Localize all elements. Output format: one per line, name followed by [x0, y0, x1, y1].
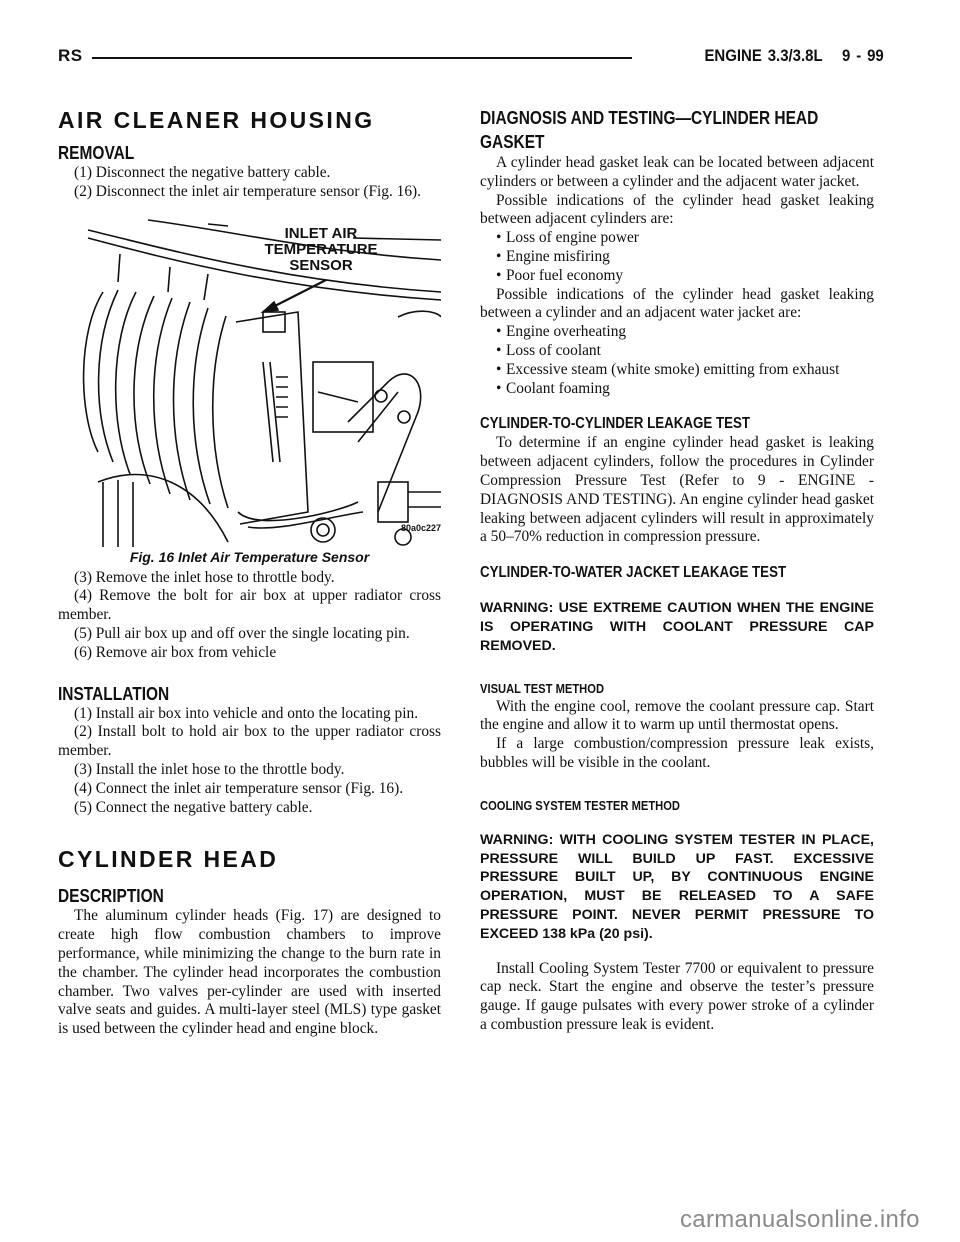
figure-16 [58, 212, 441, 547]
bullet-icon: • [496, 247, 502, 265]
bullet-text: Engine misfiring [506, 247, 610, 265]
callout-line-3: SENSOR [289, 256, 353, 274]
callout-line-1: INLET AIR [284, 224, 358, 242]
section-title-cylinder-head: CYLINDER HEAD [58, 846, 279, 873]
adjacent-cylinders-intro: Possible indications of the cylinder head gasket leaking between adjacent cylinders are: [480, 191, 874, 228]
heading-installation: INSTALLATION [58, 683, 170, 704]
bullet-icon: • [496, 341, 502, 359]
section-title-air-cleaner: AIR CLEANER HOUSING [58, 107, 375, 133]
watermark: carmanualsonline.info [680, 1206, 920, 1233]
bullet-item [480, 361, 874, 380]
bullet-text: Poor fuel economy [506, 266, 624, 284]
bullet-icon: • [496, 266, 502, 284]
bullet-item [480, 342, 874, 361]
bullet-text: Coolant foaming [506, 379, 610, 397]
header-title: ENGINE 3.3/3.8L [704, 46, 823, 65]
heading-tester-method: COOLING SYSTEM TESTER METHOD [480, 797, 681, 813]
install-step-2: (2) Install bolt to hold air box to the upper radiator cross member. [58, 723, 441, 760]
visual-test-p2: If a large combustion/compression pressure leak exists, bubbles will be visible in the coolant. [480, 735, 874, 771]
removal-step-5: (5) Pull air box up and off over the single locating pin. [74, 624, 410, 642]
heading-description: DESCRIPTION [58, 886, 164, 907]
bullet-item [480, 267, 874, 286]
bullet-item [480, 229, 874, 248]
diag-intro: A cylinder head gasket leak can be located between adjacent cylinders or between a cylinder and the adjacent water jacket. [480, 154, 874, 190]
removal-step-6: (6) Remove air box from vehicle [74, 643, 277, 661]
removal-step-4: (4) Remove the bolt for air box at upper radiator cross member. [58, 587, 441, 624]
removal-step-3: (3) Remove the inlet hose to throttle body. [74, 568, 335, 586]
cyl-to-cyl-text: To determine if an engine cylinder head gasket is leaking between adjacent cylinders, follow the procedures in Cylinder Compression Pressure Test (Refer to 9 - ENGINE - DIAGNOSIS AND TESTING). An engine cylinder head gasket leaking between adjacent cylinders will result in approximately a 50–70% reduction in compression pressure. [480, 434, 874, 546]
page-header [58, 46, 884, 70]
bullet-icon: • [496, 323, 502, 341]
callout-line-2: TEMPERATURE [264, 240, 378, 258]
bullet-text: Engine overheating [506, 323, 627, 341]
warning-tester-pressure: WARNING: WITH COOLING SYSTEM TESTER IN PLACE, PRESSURE WILL BUILD UP FAST. EXCESSIVE PRESSURE BUILT UP, BY CONTINUOUS ENGINE OPERATION, MUST BE RELEASED TO A SAFE PRESSURE POINT. NEVER PERMIT PRESSURE TO EXCEED 138 kPa (20 psi). [480, 831, 874, 942]
bullet-item [480, 248, 874, 267]
figure-code: 80a0c227 [400, 522, 441, 533]
install-step-3: (3) Install the inlet hose to the throttle body. [74, 760, 345, 778]
visual-test-p1: With the engine cool, remove the coolant pressure cap. Start the engine and allow it to warm up until thermostat opens. [480, 697, 874, 734]
bullet-text: Excessive steam (white smoke) emitting from exhaust [506, 360, 840, 378]
bullet-text: Loss of coolant [506, 341, 601, 359]
bullet-item [480, 380, 874, 399]
removal-step-2: (2) Disconnect the inlet air temperature sensor (Fig. 16). [74, 182, 422, 200]
heading-cyl-to-cyl: CYLINDER-TO-CYLINDER LEAKAGE TEST [480, 415, 751, 433]
water-jacket-intro: Possible indications of the cylinder head gasket leaking between a cylinder and an adjacent water jacket are: [480, 285, 874, 322]
heading-cyl-to-water: CYLINDER-TO-WATER JACKET LEAKAGE TEST [480, 564, 787, 582]
bullet-icon: • [496, 229, 502, 247]
header-rule [92, 57, 632, 59]
heading-diagnosis-gasket: DIAGNOSIS AND TESTING—CYLINDER HEAD GASKET [480, 108, 819, 152]
bullet-icon: • [496, 360, 502, 378]
bullet-text: Loss of engine power [506, 229, 639, 247]
install-step-5: (5) Connect the negative battery cable. [74, 798, 313, 816]
description-text: The aluminum cylinder heads (Fig. 17) are designed to create high flow combustion chambers to improve performance, while minimizing the change to the burn rate in the chamber. The cylinder head incorporates the combustion chamber. Two valves per-cylinder are used with inserted valve seats and guides. A multi-layer steel (MLS) type gasket is used between the cylinder head and engine block. [58, 907, 441, 1038]
install-step-1: (1) Install air box into vehicle and onto the locating pin. [74, 704, 419, 722]
right-column [480, 106, 874, 1035]
figure-callout-label [246, 226, 396, 274]
heading-visual-test: VISUAL TEST METHOD [480, 680, 605, 696]
removal-step-1: (1) Disconnect the negative battery cable. [74, 164, 331, 181]
figure-caption: Fig. 16 Inlet Air Temperature Sensor [129, 548, 370, 565]
left-column [58, 106, 441, 1039]
heading-removal: REMOVAL [58, 143, 135, 163]
bullet-icon: • [496, 379, 502, 397]
header-model-code: RS [58, 46, 83, 65]
page-number: 9 - 99 [842, 46, 884, 65]
install-step-4: (4) Connect the inlet air temperature sensor (Fig. 16). [74, 779, 404, 797]
tester-method-text: Install Cooling System Tester 7700 or equivalent to pressure cap neck. Start the engine and observe the tester’s pressure gauge. If gauge pulsates with every power stroke of a cylinder a combustion pressure leak is evident. [480, 959, 874, 1033]
warning-coolant-cap: WARNING: USE EXTREME CAUTION WHEN THE ENGINE IS OPERATING WITH COOLANT PRESSURE CAP REMOVED. [480, 600, 874, 654]
header-title-block [705, 46, 884, 66]
bullet-item [480, 323, 874, 342]
